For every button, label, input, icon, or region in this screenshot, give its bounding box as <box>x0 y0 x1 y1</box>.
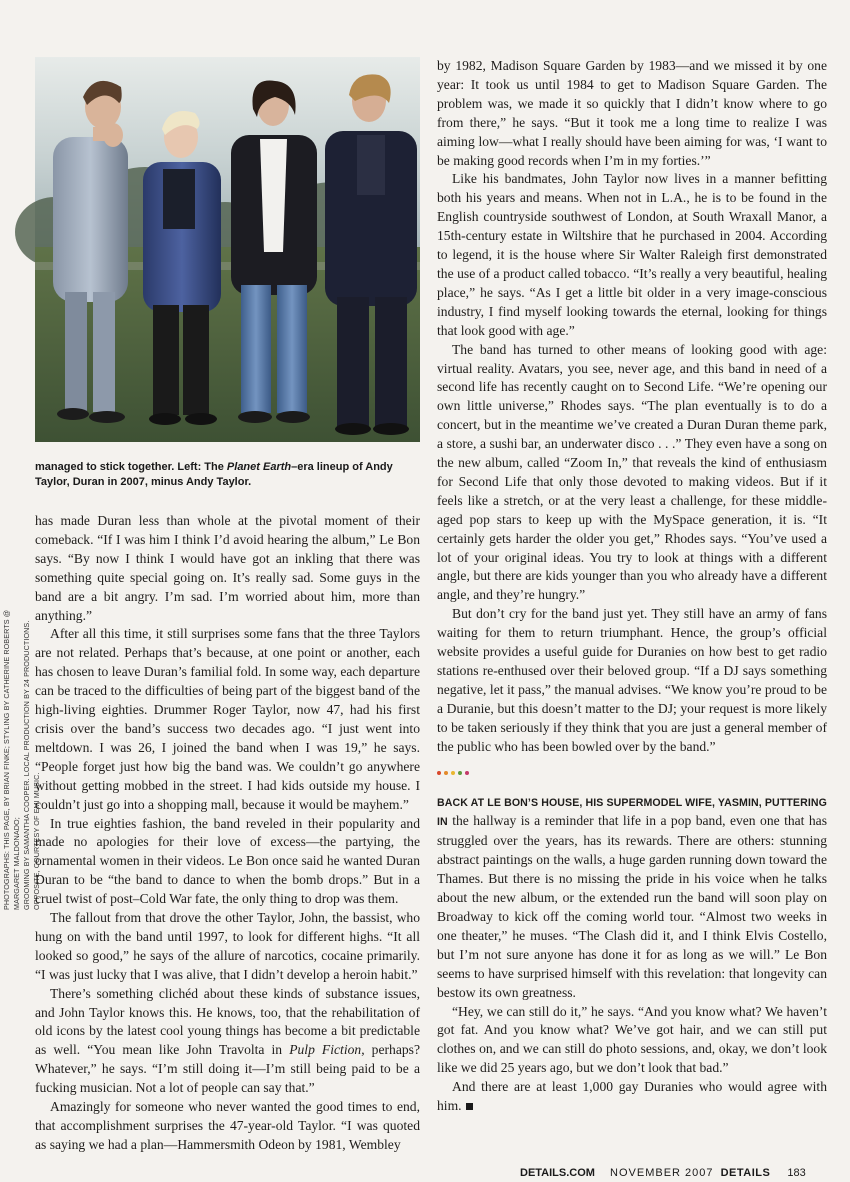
section-dot <box>465 771 469 775</box>
paragraph <box>437 1078 827 1116</box>
band-photo <box>35 57 420 442</box>
footer-website: DETAILS.COM <box>520 1167 595 1179</box>
photo-credit-line-1: PHOTOGRAPHS: THIS PAGE, BY BRIAN FINKE; STYLING BY CATHERINE ROBERTS @ MARGARET MALDONADO; <box>2 609 21 910</box>
section-dot <box>444 771 448 775</box>
photo-caption <box>35 460 420 490</box>
band-photo-illustration <box>35 57 420 442</box>
lead-in-caps: BACK AT LE BON’S HOUSE, HIS SUPERMODEL WIFE, YASMIN, PUTTERING IN <box>437 796 827 829</box>
paragraph-text: There’s something clichéd about these kinds of substance issues, and John Taylor knows this. He knows, too, that the rehabilitation of old icons by the latest cool young things has become a bit predictable as well. “You mean like John Travolta in <box>35 985 420 1058</box>
paragraph: The fallout from that drove the other Taylor, John, the bassist, who hung on with the band until 1997, to look for different highs. “It all looked so good,” he says of the allure of narcotics, cocaine primarily. “I was just lucky that I was alive, that I didn’t develop a heroin habit.” <box>35 910 420 982</box>
caption-text-start: managed to stick together. Left: The <box>35 461 224 473</box>
paragraph-text: , perhaps? Whatever,” he says. “I’m still doing it—I’m still being paid to be a fucking musician. Not a lot of people can say that.” <box>35 1042 420 1096</box>
right-text-column <box>437 57 827 1116</box>
caption-album-title: Planet Earth <box>226 461 292 473</box>
page-number: 183 <box>787 1167 806 1179</box>
end-mark-icon <box>466 1103 473 1110</box>
paragraph <box>35 985 420 1098</box>
paragraph: Amazingly for someone who never wanted the good times to end, that accomplishment surprises the 47-year-old Taylor. “I was quoted as saying we had a plan—Hammersmith Odeon by 1981, Wembley <box>35 1099 420 1152</box>
page-footer <box>520 1166 830 1180</box>
footer-magazine-name: DETAILS <box>720 1167 771 1179</box>
paragraph: “Hey, we can still do it,” he says. “And you know what? We haven’t got fat. And you know what? We’ve got hair, and we can still put clothes on, and we can still do photo sessions, and, okay, we don’t look like we did 25 years ago, but we don’t look that bad.” <box>437 1003 827 1076</box>
caption-text-end: –era lineup of Andy Taylor, Duran in 2007, minus Andy Taylor. <box>35 461 393 488</box>
section-dot <box>458 771 462 775</box>
film-title: Pulp Fiction <box>289 1042 362 1058</box>
photo-credit <box>2 584 41 910</box>
left-text-column <box>35 512 420 1155</box>
paragraph: The band has turned to other means of looking good with age: virtual reality. Avatars, you see, never age, and this band in need of a second life has recently caught on to Second Life. “We’re opening our own little universe,” Rhodes says. “The plan eventually is to do a concert, but in the meantime we’ve created a Duran Duran theme park, a store, a sushi bar, an underwater disco . . .” They even have a song on the new album, called “Zoom In,” that reveals the kind of enthusiasm for Second Life that only those devoted to making videos. But if it feels like a stretch, or at the very least a challenge, for these middle-aged pop stars to keep up with the MySpace generation, it is. “It certainly gets harder the older you get,” Rhodes says. “You’ve used a lot of your original ideas. You try to look at things with a different angle, but there are kids younger than you who already have a different angle, and they’re hungry.” <box>437 341 827 603</box>
paragraph: by 1982, Madison Square Garden by 1983—and we missed it by one year: It took us until 1984 to get to Madison Square Garden. The problem was, we made it so quickly that I didn’t know where to go from there,” he says. “But it took me a long time to realize I was aiming low—what I really should have been aiming for was, ‘I want to be making good records when I’m in my forties.’” <box>437 58 827 168</box>
section-break-dots <box>437 771 827 779</box>
section-lead-in <box>437 793 827 1003</box>
paragraph-text: And there are at least 1,000 gay Duranies who would agree with him. <box>437 1079 827 1114</box>
paragraph: Like his bandmates, John Taylor now lives in a manner befitting both his years and means. When not in L.A., he is to be found in the English countryside southwest of London, at South Wraxall Manor, a 15th-century estate in Wiltshire that he purchased in 2004. According to legend, it is the house where Sir Walter Raleigh first demonstrated the use of a product called tobacco. “It’s really a very beautiful, healing place,” he says. “As I get a little bit older in a very image-conscious industry, I find myself looking towards the eternal, looking for things that look good with age.” <box>437 171 827 338</box>
section-dot <box>451 771 455 775</box>
paragraph-text: the hallway is a reminder that life in a pop band, even one that has struggled over the years, has its rewards. There are others: stunning abstract paintings on the walls, a huge garden running down toward the Thames. But there is no missing the pride in his voice when he talks about the new album, or the extended run the band will soon play on Broadway to kick off the coming world tour. “Almost two weeks in one theater,” he muses. “The Clash did it, and I think Elvis Costello, but I’m not sure anyone has done it for as long as we will.” Le Bon seems to have surprised himself with this revelation: that longevity can bestow its own greatness. <box>437 813 827 1000</box>
footer-issue-date: NOVEMBER 2007 <box>610 1167 714 1179</box>
paragraph: After all this time, it still surprises some fans that the three Taylors are not related. Perhaps that’s because, at one point or another, each has chosen to leave Duran’s familial fold. In some way, each departure can be traced to the difficulties of being part of the biggest band of the high-living eighties. Drummer Roger Taylor, now 47, had his first crisis over the band’s success two decades ago. “I just went into meltdown. I was 26, I joined the band when I was 19,” he says. “People forget just how big the band was. We couldn’t go anywhere without getting mobbed in the street. I had kids outside my house. I couldn’t just go into a shopping mall, because it would be mayhem.” <box>35 626 420 812</box>
paragraph: has made Duran less than whole at the pivotal moment of their comeback. “If I was him I think I’d avoid hearing the album,” Le Bon says. “By now I think I would have got an inkling that there was something quite special going on. It’s really sad. Some guys in the band are a bit angry. I’m sad. I’m worried about him, more than anything.” <box>35 513 420 623</box>
paragraph: But don’t cry for the band just yet. They still have an army of fans waiting for them to return triumphant. Hence, the group’s official website provides a useful guide for Duranies on how best to get radio stations re-enthused over their beloved group. “If a DJ says something negative, let it pass,” the manual advises. “We know you’re proud to be a Duranie, but this doesn’t matter to the DJ; your request is more likely to be taken seriously if they think that you are just a general member of the public who has been bowled over by the band.” <box>437 606 827 754</box>
photo-credit-line-2: GROOMING BY SAMANTHA COOPER. LOCAL PRODUCTION BY 24 PRODUCTIONS. OPPOSITE, COURTESY OF EMI MUSIC. <box>22 620 41 910</box>
section-dot <box>437 771 441 775</box>
paragraph: In true eighties fashion, the band reveled in their popularity and made no apologies for their love of excess—the partying, the ornamental women in their videos. Le Bon once said he wanted Duran Duran to be “the band to dance to when the bomb drops.” But in a cruel twist of post–Cold War fate, the only thing to drop was them. <box>35 815 420 907</box>
